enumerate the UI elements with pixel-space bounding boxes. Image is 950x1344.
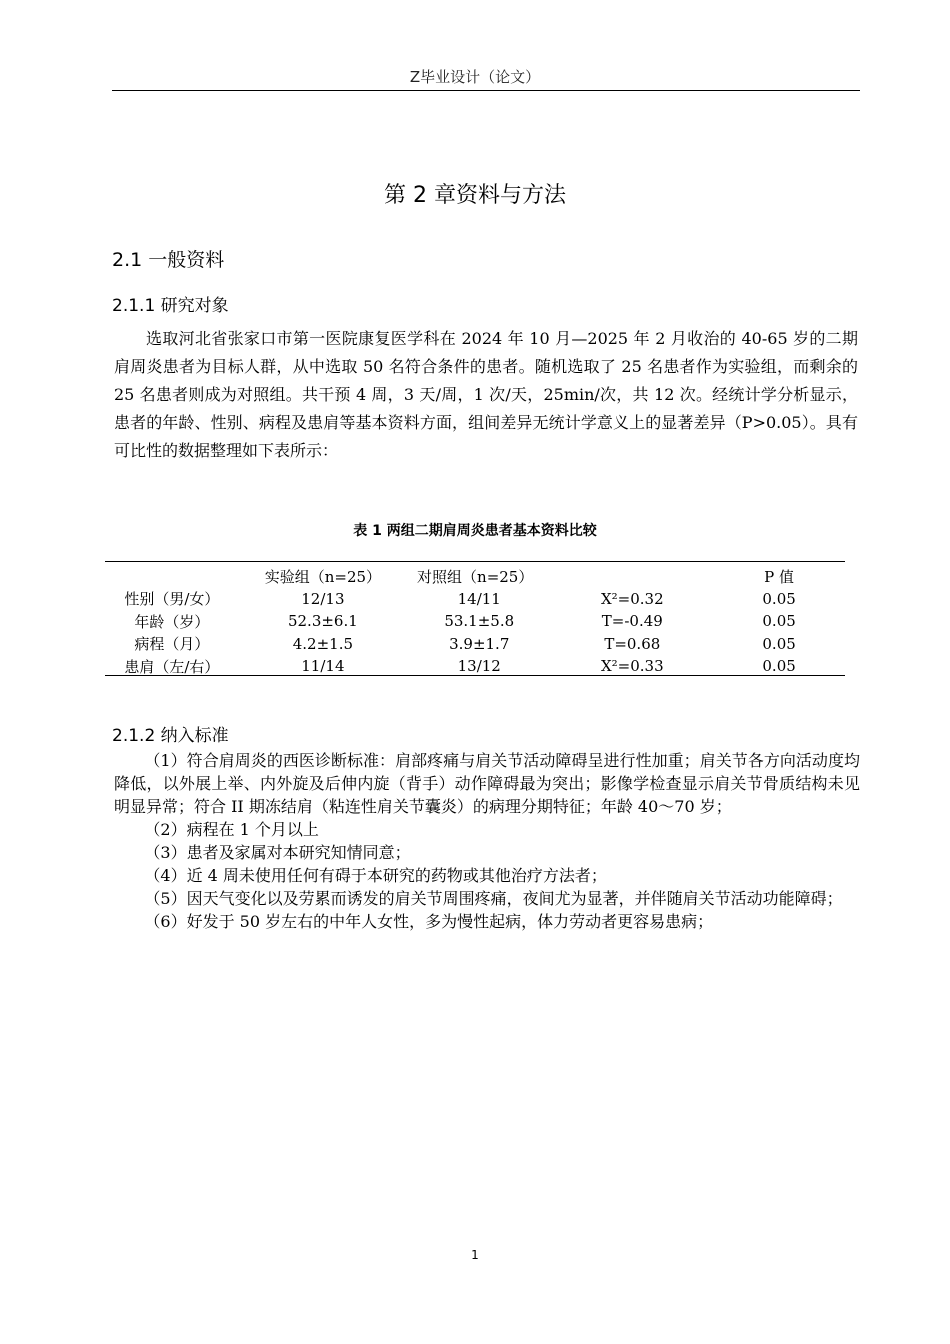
section-heading-2-1-2: 2.1.2 纳入标准 — [112, 726, 229, 746]
table-cell: 3.9±1.7 — [449, 634, 510, 653]
table-cell: 14/11 — [457, 589, 501, 608]
table-header-cell: P 值 — [764, 567, 795, 586]
table-header-cell — [551, 565, 713, 588]
list-item: （1）符合肩周炎的西医诊断标准：肩部疼痛与肩关节活动障碍呈进行性加重；肩关节各方向活动度均降低，以外展上举、内外旋及后伸内旋（背手）动作障碍最为突出；影像学检查显示肩关节骨质结构未见明显异常；符合 II 期冻结肩（粘连性肩关节囊炎）的病理分期特征；年龄 40～70 岁； — [114, 751, 860, 816]
table-cell: X²=0.33 — [600, 657, 664, 676]
table-cell: 性别（男/女） — [124, 590, 220, 609]
table-header-cell: 对照组（n=25） — [417, 567, 534, 586]
table-cell: 0.05 — [762, 612, 796, 631]
list-item: （6）好发于 50 岁左右的中年人女性，多为慢性起病，体力劳动者更容易患病； — [144, 912, 714, 931]
table-cell: 0.05 — [762, 657, 796, 676]
baseline-comparison-table — [105, 565, 845, 678]
table-header-row — [105, 565, 845, 588]
table-cell: T=-0.49 — [601, 612, 663, 631]
table-cell: 11/14 — [301, 657, 345, 676]
table-cell: 13/12 — [457, 657, 501, 676]
table-caption: 表 1 两组二期肩周炎患者基本资料比较 — [353, 523, 597, 539]
table-row — [105, 633, 845, 656]
list-item: （2）病程在 1 个月以上 — [144, 820, 319, 839]
chapter-title: 第 2 章资料与方法 — [384, 183, 566, 208]
inclusion-criteria-list — [114, 749, 860, 933]
table-row — [105, 610, 845, 633]
table-header-cell — [105, 565, 239, 588]
table-cell: 年龄（岁） — [134, 612, 210, 631]
table-cell: T=0.68 — [604, 634, 661, 653]
study-subjects-paragraph: 选取河北省张家口市第一医院康复医学科在 2024 年 10 月—2025 年 2 月收治的 40-65 岁的二期肩周炎患者为目标人群，从中选取 50 名符合条件的患者。随机选取了 25 名患者作为实验组，而剩余的 25 名患者则成为对照组。共干预 4 周，3 天/周，1 次/天，25min/次，共 12 次。经统计学分析显示，患者的年龄、性别、病程及患肩等基本资料方面，组间差异无统计学意义上的显著差异（P>0.05）。具有可比性的数据整理如下表所示： — [114, 329, 858, 460]
table-cell: 病程（月） — [134, 635, 210, 654]
table-cell: 53.1±5.8 — [444, 612, 515, 631]
table-cell: 患肩（左/右） — [124, 657, 220, 676]
list-item: （4）近 4 周未使用任何有碍于本研究的药物或其他治疗方法者； — [144, 866, 607, 885]
table-top-rule — [105, 561, 845, 562]
table-cell: X²=0.32 — [600, 589, 664, 608]
table-header-cell: 实验组（n=25） — [264, 567, 382, 586]
list-item: （3）患者及家属对本研究知情同意； — [144, 843, 411, 862]
header-rule — [112, 90, 860, 91]
table-cell: 0.05 — [762, 589, 796, 608]
table-cell: 52.3±6.1 — [287, 612, 358, 631]
table-cell: 4.2±1.5 — [292, 634, 354, 653]
section-heading-2-1-1: 2.1.1 研究对象 — [112, 296, 229, 316]
table-row — [105, 655, 845, 678]
running-header: Z毕业设计（论文） — [409, 68, 541, 86]
table-cell: 12/13 — [301, 589, 345, 608]
page-number: 1 — [471, 1248, 479, 1262]
section-heading-2-1: 2.1 一般资料 — [112, 249, 225, 271]
table-row — [105, 588, 845, 611]
table-cell: 0.05 — [762, 634, 796, 653]
list-item: （5）因天气变化以及劳累而诱发的肩关节周围疼痛，夜间尤为显著，并伴随肩关节活动功能障碍； — [144, 889, 843, 908]
